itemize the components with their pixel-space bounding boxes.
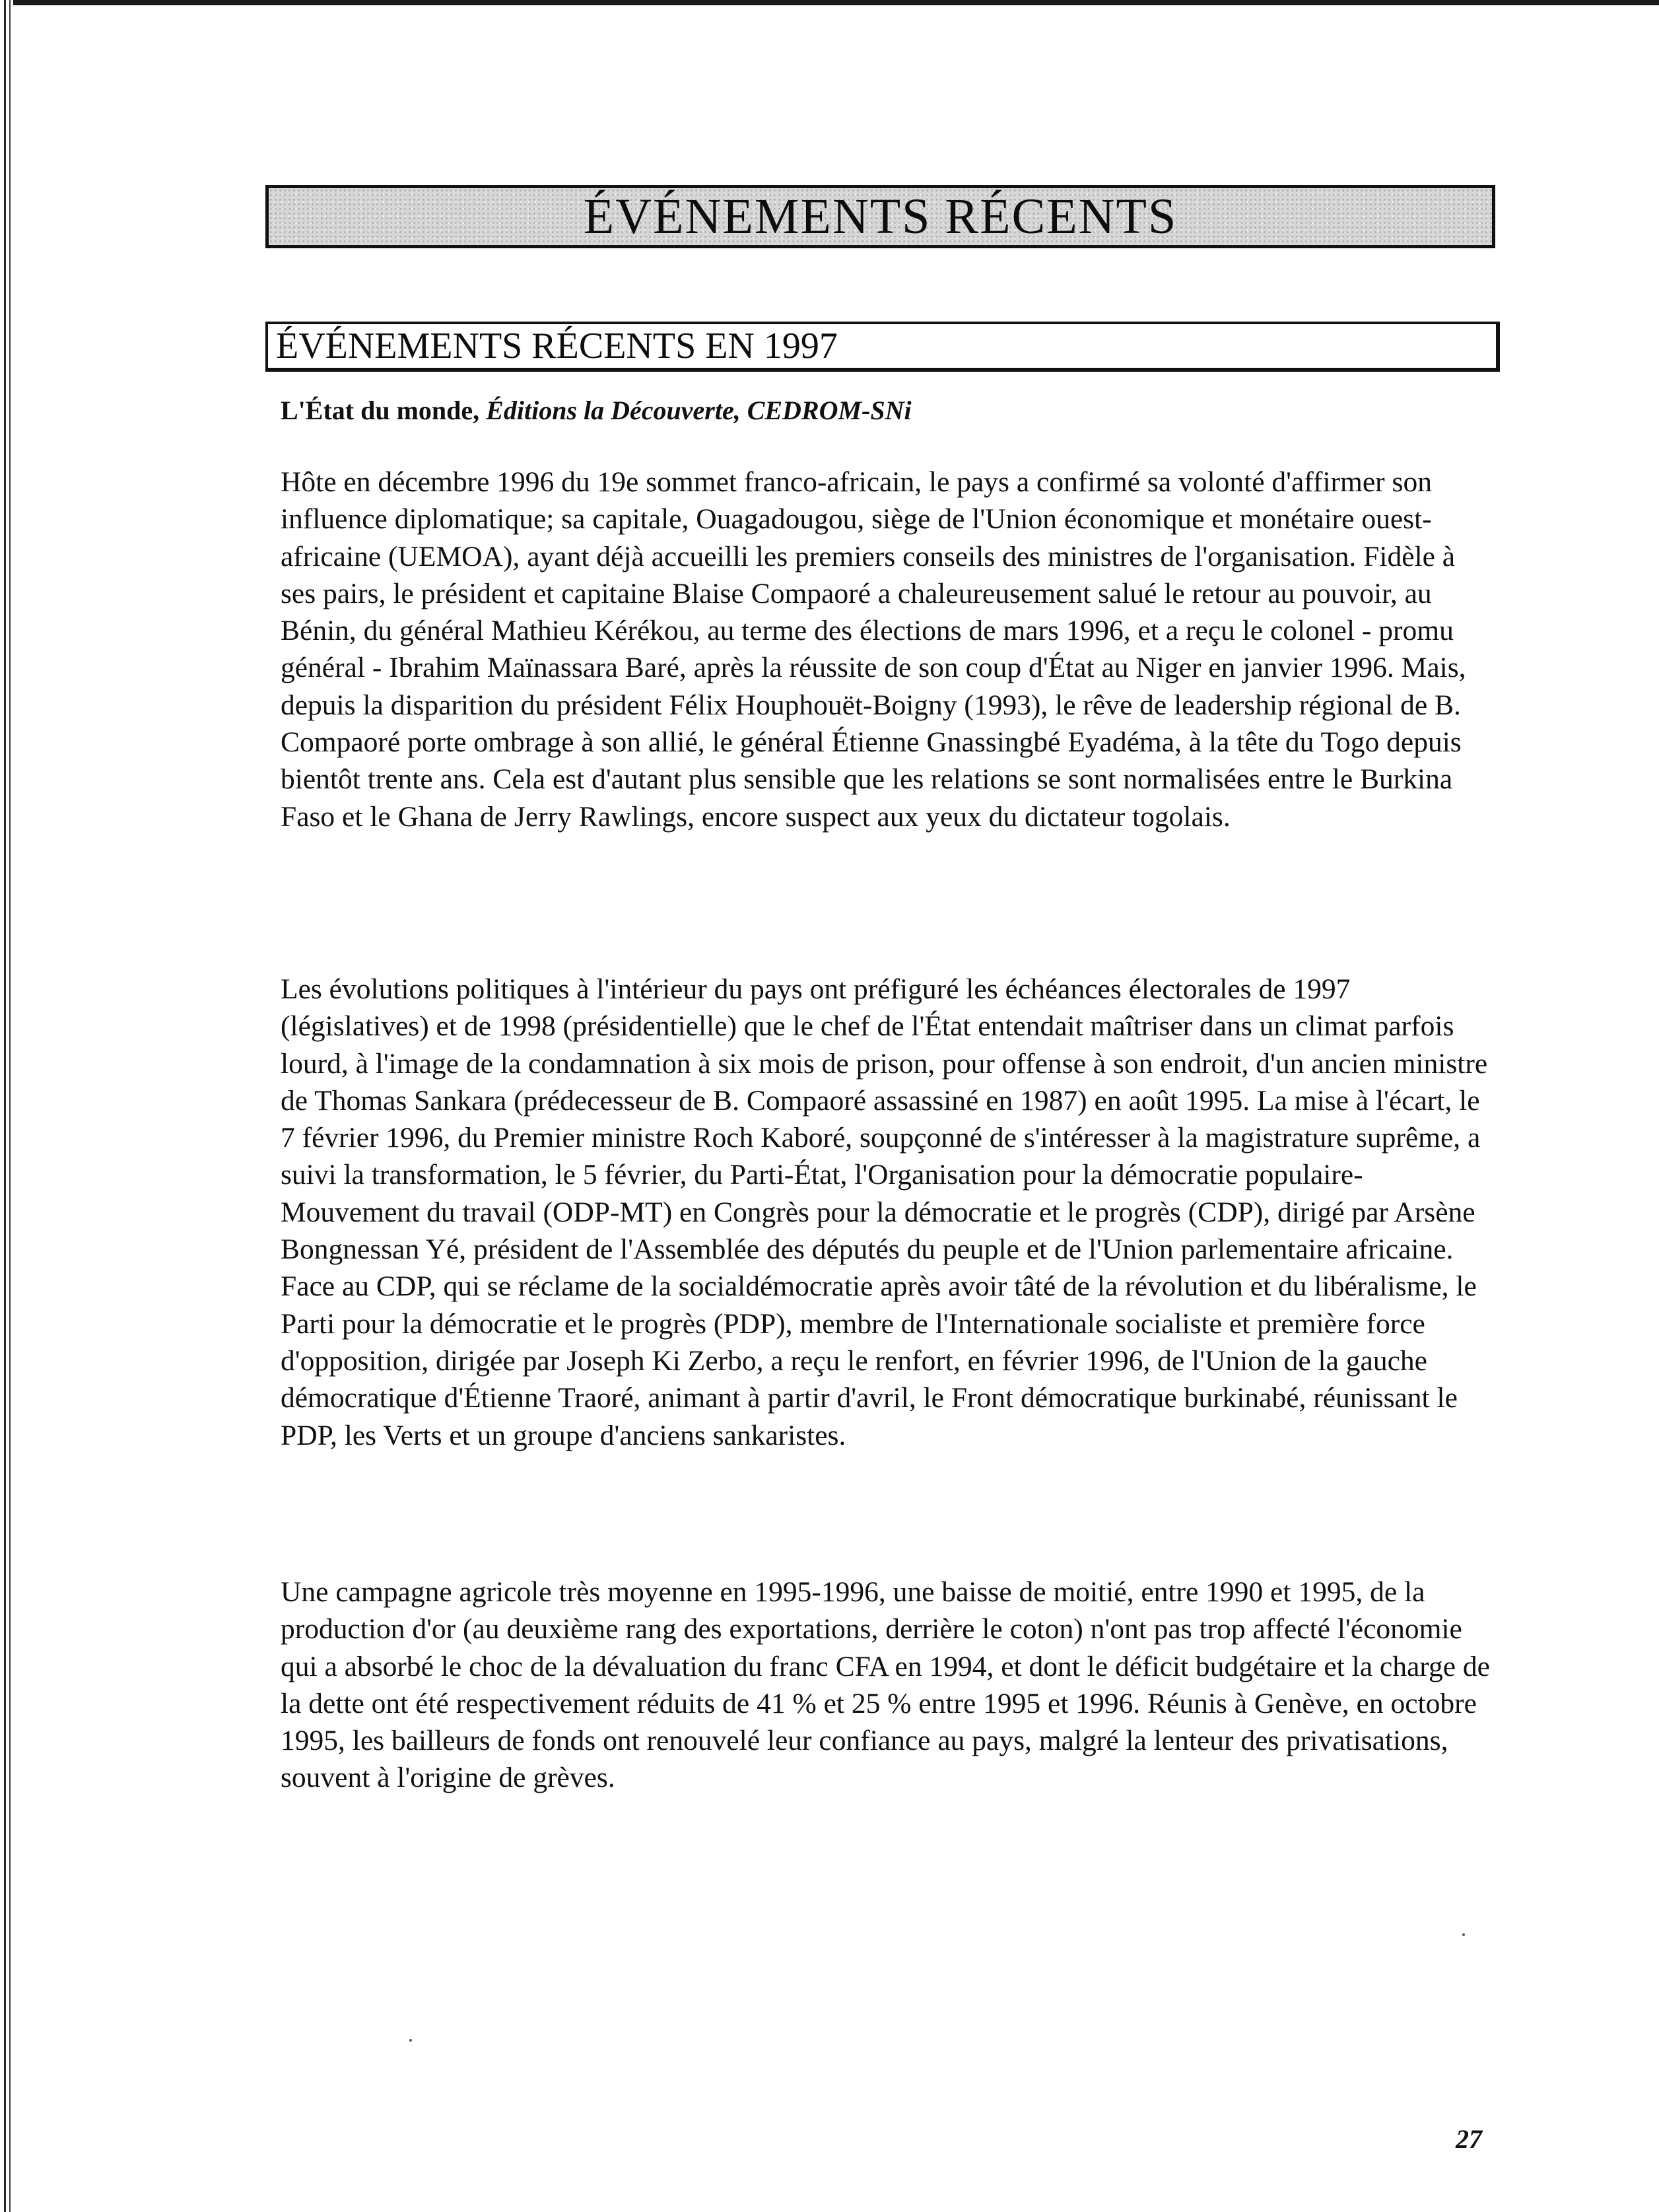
section-heading-box: [265, 322, 1500, 372]
scan-speck: [409, 2039, 412, 2042]
source-publication: L'État du monde,: [281, 396, 487, 425]
body-paragraph: Une campagne agricole très moyenne en 1995-1996, une baisse de moitié, entre 1990 et 1995, de la production d'or (au deuxième rang des exportations, derrière le coton) n'ont pas trop affecté l'économie qui a absorbé le choc de la dévaluation du franc CFA en 1994, et dont le déficit budgétaire et la charge de la dette ont été respectivement réduits de 41 % et 25 % entre 1995 et 1996. Réunis à Genève, en octobre 1995, les bailleurs de fonds ont renouvelé leur confiance au pays, malgré la lenteur des privatisations, souvent à l'origine de grèves.: [281, 1576, 1490, 1794]
chapter-title: ÉVÉNEMENTS RÉCENTS: [583, 188, 1178, 244]
chapter-banner: [265, 185, 1495, 248]
body-paragraph: Hôte en décembre 1996 du 19e sommet franco-africain, le pays a confirmé sa volonté d'affirmer son influence diplomatique; sa capitale, Ouagadougou, siège de l'Union économique et monétaire ouest-africaine (UEMOA), ayant déjà accueilli les premiers conseils des ministres de l'organisation. Fidèle à ses pairs, le président et capitaine Blaise Compaoré a chaleureusement salué le retour au pouvoir, au Bénin, du général Mathieu Kérékou, au terme des élections de mars 1996, et a reçu le colonel - promu général - Ibrahim Maïnassara Baré, après la réussite de son coup d'État au Niger en janvier 1996. Mais, depuis la disparition du président Félix Houphouët-Boigny (1993), le rêve de leadership régional de B. Compaoré porte ombrage à son allié, le général Étienne Gnassingbé Eyadéma, à la tête du Togo depuis bientôt trente ans. Cela est d'autant plus sensible que les relations se sont normalisées entre le Burkina Faso et le Ghana de Jerry Rawlings, encore suspect aux yeux du dictateur togolais.: [281, 466, 1466, 833]
scan-top-border: [13, 0, 1659, 5]
page-number: 27: [1456, 2124, 1482, 2154]
scan-left-edge: [0, 0, 15, 2212]
body-paragraph: Les évolutions politiques à l'intérieur du pays ont préfiguré les échéances électorales de 1997 (législatives) et de 1998 (présidentielle) que le chef de l'État entendait maîtriser dans un climat parfois lourd, à l'image de la condamnation à six mois de prison, pour offense à son endroit, d'un ancien ministre de Thomas Sankara (prédecesseur de B. Compaoré assassiné en 1987) en août 1995. La mise à l'écart, le 7 février 1996, du Premier ministre Roch Kaboré, soupçonné de s'intéresser à la magistrature suprême, a suivi la transformation, le 5 février, du Parti-État, l'Organisation pour la démocratie populaire-Mouvement du travail (ODP-MT) en Congrès pour la démocratie et le progrès (CDP), dirigé par Arsène Bongnessan Yé, président de l'Assemblée des députés du peuple et de l'Union parlementaire africaine. Face au CDP, qui se réclame de la socialdémocratie après avoir tâté de la révolution et du libéralisme, le Parti pour la démocratie et le progrès (PDP), membre de l'Internationale socialiste et première force d'opposition, dirigée par Joseph Ki Zerbo, a reçu le renfort, en février 1996, de l'Union de la gauche démocratique d'Étienne Traoré, animant à partir d'avril, le Front démocratique burkinabé, réunissant le PDP, les Verts et un groupe d'anciens sankaristes.: [281, 973, 1488, 1451]
scan-speck: [1462, 1933, 1465, 1936]
source-publisher: Éditions la Découverte, CEDROM-SNi: [486, 396, 912, 425]
section-title: ÉVÉNEMENTS RÉCENTS EN 1997: [276, 326, 838, 366]
source-citation: [281, 395, 912, 426]
